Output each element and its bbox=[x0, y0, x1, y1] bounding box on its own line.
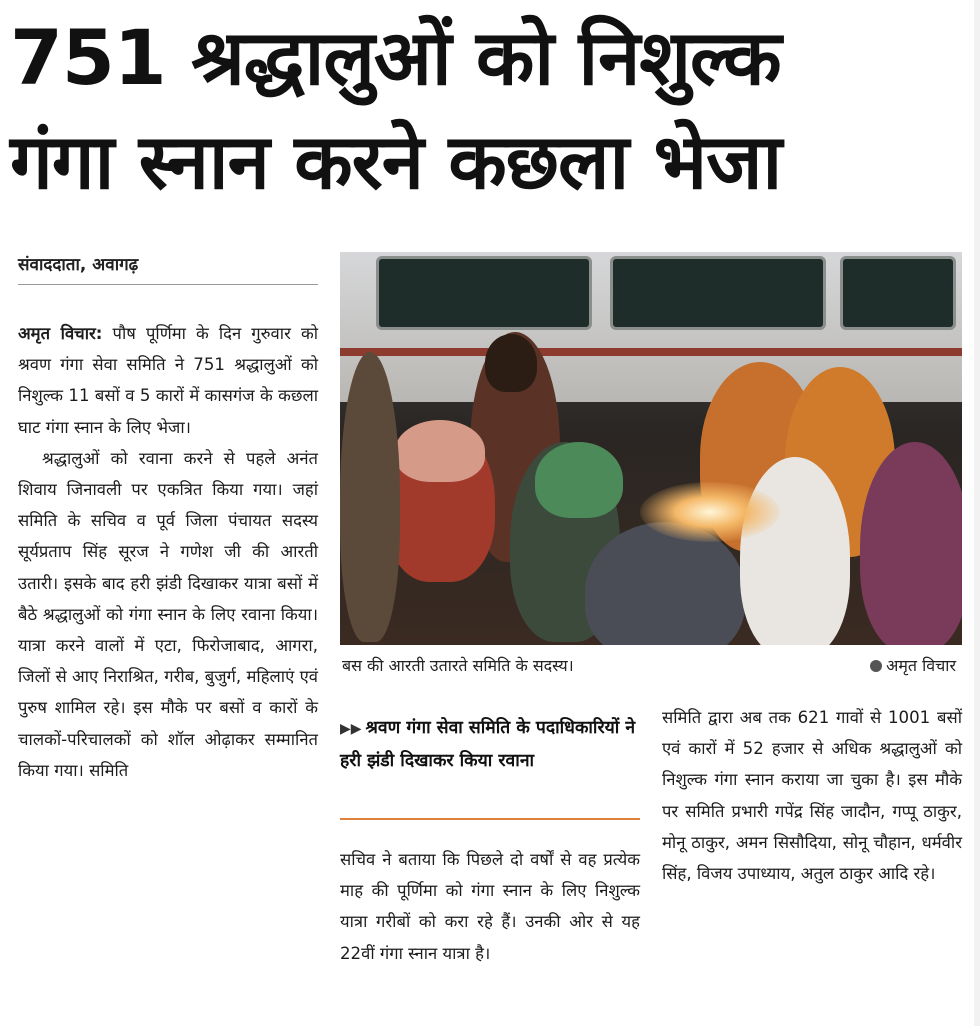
photo-credit-text: अमृत विचार bbox=[886, 656, 956, 675]
byline-divider bbox=[18, 284, 318, 285]
photo-credit bbox=[870, 654, 956, 676]
green-cap bbox=[535, 442, 623, 518]
person-purple bbox=[860, 442, 962, 645]
bus-window-left bbox=[376, 256, 592, 330]
person-white-cap bbox=[740, 457, 850, 645]
bus-stripe bbox=[340, 348, 962, 356]
byline: संवाददाता, अवागढ़ bbox=[18, 255, 139, 275]
paragraph-1 bbox=[18, 318, 318, 443]
aarti-flame bbox=[640, 482, 780, 542]
right-paragraph: समिति द्वारा अब तक 621 गावों से 1001 बसों एवं कारों में 52 हजार से अधिक श्रद्धालुओं को निशुल्क गंगा स्नान कराया जा चुका है। इस मौके पर समिति प्रभारी गपेंद्र सिंह जादौन, गप्पू ठाकुर, मोनू ठाकुर, अमन सिसौदिया, सोनू चौहान, धर्मवीर सिंह, विजय उपाध्याय, अतुल ठाकुर आदि रहे। bbox=[662, 708, 962, 884]
bus-window-side bbox=[840, 256, 956, 330]
article-column-right bbox=[662, 702, 962, 889]
article-column-middle bbox=[340, 844, 640, 969]
credit-dot-icon bbox=[870, 660, 882, 672]
page-edge bbox=[974, 0, 980, 1026]
headline-line-1: 751 श्रद्धालुओं को निशुल्क bbox=[10, 13, 781, 102]
photo-caption: बस की आरती उतारते समिति के सदस्य। bbox=[342, 656, 574, 675]
double-arrow-icon: ▶▶ bbox=[340, 721, 362, 737]
article-column-left bbox=[18, 318, 318, 786]
pull-quote-rule bbox=[340, 818, 640, 820]
news-photo bbox=[340, 252, 962, 645]
middle-paragraph: सचिव ने बताया कि पिछले दो वर्षों से वह प्रत्येक माह की पूर्णिमा को गंगा स्नान के लिए निशुल्क यात्रा गरीबों को करा रहे हैं। उनकी ओर से यह 22वीं गंगा स्नान यात्रा है। bbox=[340, 850, 640, 963]
person-left-edge bbox=[340, 352, 400, 642]
pink-turban bbox=[395, 420, 485, 482]
dateline: अमृत विचार: bbox=[18, 324, 103, 343]
person-head bbox=[485, 334, 537, 392]
pull-quote-text: श्रवण गंगा सेवा समिति के पदाधिकारियों ने हरी झंडी दिखाकर किया रवाना bbox=[340, 718, 636, 771]
headline bbox=[10, 6, 970, 214]
paragraph-1-text: पौष पूर्णिमा के दिन गुरुवार को श्रवण गंगा सेवा समिति ने 751 श्रद्धालुओं को निशुल्क 11 बसों व 5 कारों में कासगंज के कछला घाट गंगा स्नान के लिए भेजा। bbox=[18, 324, 318, 437]
bus-window-right bbox=[610, 256, 826, 330]
pull-quote bbox=[340, 712, 640, 777]
headline-line-2: गंगा स्नान करने कछला भेजा bbox=[10, 117, 782, 206]
paragraph-2: श्रद्धालुओं को रवाना करने से पहले अनंत शिवाय जिनावली पर एकत्रित किया गया। जहां समिति के सचिव व पूर्व जिला पंचायत सदस्य सूर्यप्रताप सिंह सूरज ने गणेश जी की आरती उतारी। इसके बाद हरी झंडी दिखाकर यात्रा बसों में बैठे श्रद्धालुओं को गंगा स्नान के लिए रवाना किया। यात्रा करने वालों में एटा, फिरोजाबाद, आगरा, जिलों से आए निराश्रित, गरीब, बुजुर्ग, महिलाएं एवं पुरुष शामिल रहे। इस मौके पर बसों व कारों के चालकों-परिचालकों को शॉल ओढ़ाकर सम्मानित किया गया। समिति bbox=[18, 448, 318, 780]
